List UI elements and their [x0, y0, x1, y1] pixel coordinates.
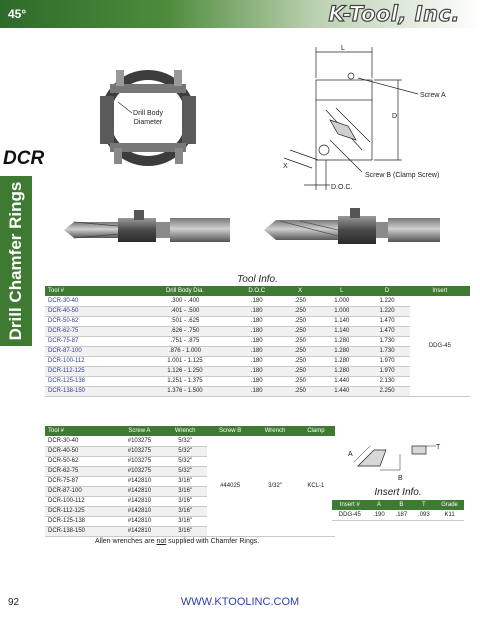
- tool-info-cell: 1.220: [364, 306, 409, 316]
- insert-table-cell: .187: [390, 510, 413, 520]
- tool-info-cell: 1.280: [319, 336, 364, 346]
- screw-table-cell: #142810: [115, 476, 163, 486]
- tool-info-cell: 1.470: [364, 316, 409, 326]
- tool-info-row: [45, 316, 470, 326]
- tool-info-row: [45, 306, 470, 316]
- insert-table-cell: .093: [413, 510, 436, 520]
- insert-table-cell: DDG-45: [332, 510, 368, 520]
- tool-info-cell: 1.470: [364, 326, 409, 336]
- tool-number: DCR-62-75: [45, 326, 138, 336]
- tool-info-cell: .250: [281, 296, 319, 306]
- insert-a-label: A: [348, 451, 353, 458]
- tool-info-header: Drill Body Dia.: [138, 286, 233, 296]
- tool-info-cell: .751 - .875: [138, 336, 233, 346]
- insert-info-table: [332, 500, 464, 521]
- product-code: DCR: [3, 148, 45, 169]
- tool-number: DCR-87-100: [45, 486, 115, 496]
- screw-table-cell: #103275: [115, 446, 163, 456]
- tool-info-cell: 1.251 - 1.375: [138, 376, 233, 386]
- tool-number: DCR-100-112: [45, 496, 115, 506]
- angle-label: 45°: [8, 7, 27, 21]
- screw-table-cell: #142810: [115, 496, 163, 506]
- insert-t-label: T: [436, 444, 441, 451]
- insert-b-label: B: [398, 475, 403, 482]
- tool-info-cell: 1.280: [319, 356, 364, 366]
- tool-info-cell: 1.376 - 1.500: [138, 386, 233, 396]
- screw-table-cell: #142810: [115, 506, 163, 516]
- tool-info-header: L: [319, 286, 364, 296]
- website-link[interactable]: WWW.KTOOLINC.COM: [180, 596, 300, 608]
- tool-number: DCR-100-112: [45, 356, 138, 366]
- tool-info-row: [45, 356, 470, 366]
- insert-diagram: [340, 432, 460, 486]
- tool-info-cell: 1.001 - 1.125: [138, 356, 233, 366]
- tool-info-cell: .300 - .400: [138, 296, 233, 306]
- tool-info-cell: .250: [281, 316, 319, 326]
- drill-body-label-line1: Drill Body: [133, 110, 163, 117]
- tool-number: DCR-40-50: [45, 446, 115, 456]
- tool-info-cell: 1.000: [319, 296, 364, 306]
- tool-info-row: [45, 336, 470, 346]
- tool-info-cell: .250: [281, 306, 319, 316]
- insert-cell: DDG-45: [410, 296, 470, 396]
- screw-merged-screw-b: #44025: [207, 436, 253, 536]
- screw-table-row: [45, 436, 335, 446]
- insert-info-title: Insert Info.: [374, 487, 422, 498]
- screw-table-header: Clamp: [297, 426, 335, 436]
- screw-table-header: Tool #: [45, 426, 115, 436]
- tool-info-cell: .180: [232, 296, 281, 306]
- tool-number: DCR-125-138: [45, 516, 115, 526]
- tool-info-cell: 1.280: [319, 366, 364, 376]
- tool-number: DCR-112-125: [45, 506, 115, 516]
- tool-info-cell: .180: [232, 326, 281, 336]
- insert-table-header: A: [368, 500, 391, 510]
- tool-info-row: [45, 296, 470, 306]
- tool-number: DCR-75-87: [45, 476, 115, 486]
- insert-table-header: Grade: [435, 500, 464, 510]
- tool-info-cell: .250: [281, 326, 319, 336]
- tool-info-cell: .501 - .625: [138, 316, 233, 326]
- tool-info-cell: 1.220: [364, 296, 409, 306]
- tool-number: DCR-87-100: [45, 346, 138, 356]
- tool-info-cell: .250: [281, 386, 319, 396]
- insert-table-header: B: [390, 500, 413, 510]
- screw-a-label: Screw A: [420, 92, 446, 99]
- screw-table-header: Screw A: [115, 426, 163, 436]
- dim-l-label: L: [341, 45, 345, 52]
- tool-info-cell: 1.730: [364, 346, 409, 356]
- drill-left-image: [64, 210, 230, 242]
- tool-info-header: X: [281, 286, 319, 296]
- dim-d-label: D: [392, 113, 398, 120]
- product-drawings: [0, 0, 480, 280]
- tool-info-header: D.O.C: [232, 286, 281, 296]
- drill-right-image: [264, 208, 440, 244]
- wrench-note: Allen wrenches are not supplied with Chamfer Rings.: [95, 538, 260, 545]
- tool-info-cell: 1.000: [319, 306, 364, 316]
- tool-info-cell: .180: [232, 386, 281, 396]
- tool-info-cell: .180: [232, 356, 281, 366]
- screw-table-cell: 5/32": [163, 466, 206, 476]
- tool-info-table: [45, 286, 470, 397]
- sidebar-title: Drill Chamfer Rings: [6, 181, 25, 341]
- screw-table-cell: 3/16": [163, 506, 206, 516]
- brand-logo: K-Tool, Inc.: [328, 2, 460, 26]
- screw-merged-wrench-b: 3/32": [253, 436, 296, 536]
- dim-doc-label: D.O.C.: [331, 184, 353, 191]
- screw-table-cell: 5/32": [163, 446, 206, 456]
- dim-x-label: X: [283, 163, 288, 170]
- screw-table-cell: #142810: [115, 526, 163, 536]
- tool-info-cell: .250: [281, 366, 319, 376]
- tool-number: DCR-138-150: [45, 386, 138, 396]
- screw-b-label: Screw B (Clamp Screw): [365, 172, 440, 179]
- tool-info-cell: 1.970: [364, 356, 409, 366]
- tool-info-cell: 2.130: [364, 376, 409, 386]
- tool-info-row: [45, 366, 470, 376]
- tool-info-cell: .180: [232, 336, 281, 346]
- screw-table-cell: 3/16": [163, 496, 206, 506]
- insert-table-header: Insert #: [332, 500, 368, 510]
- tool-info-cell: .250: [281, 336, 319, 346]
- dimension-schematic: [284, 47, 418, 190]
- tool-info-cell: 1.970: [364, 366, 409, 376]
- tool-info-cell: 1.280: [319, 346, 364, 356]
- tool-number: DCR-30-40: [45, 436, 115, 446]
- page-number: 92: [8, 597, 20, 608]
- drill-body-label-line2: Diameter: [133, 119, 163, 126]
- tool-number: DCR-138-150: [45, 526, 115, 536]
- screw-table-cell: #103275: [115, 466, 163, 476]
- tool-info-cell: .180: [232, 346, 281, 356]
- tool-info-row: [45, 386, 470, 396]
- tool-info-cell: .876 - 1.000: [138, 346, 233, 356]
- screw-table-cell: #142810: [115, 486, 163, 496]
- tool-info-cell: .250: [281, 346, 319, 356]
- tool-info-cell: 2.250: [364, 386, 409, 396]
- screw-table-cell: 3/16": [163, 486, 206, 496]
- tool-info-cell: .401 - .500: [138, 306, 233, 316]
- tool-number: DCR-40-50: [45, 306, 138, 316]
- tool-number: DCR-125-138: [45, 376, 138, 386]
- screw-table-cell: #142810: [115, 516, 163, 526]
- tool-info-title: Tool Info.: [237, 274, 278, 285]
- tool-info-cell: .626 - .750: [138, 326, 233, 336]
- screw-table-cell: 3/16": [163, 476, 206, 486]
- tool-info-row: [45, 376, 470, 386]
- tool-info-row: [45, 326, 470, 336]
- insert-table-cell: .190: [368, 510, 391, 520]
- tool-number: DCR-50-62: [45, 316, 138, 326]
- tool-info-cell: 1.730: [364, 336, 409, 346]
- insert-table-header: T: [413, 500, 436, 510]
- screw-table-header: Screw B: [207, 426, 253, 436]
- tool-info-header: Tool #: [45, 286, 138, 296]
- note-emphasis: not: [156, 538, 167, 545]
- tool-info-cell: .180: [232, 306, 281, 316]
- screw-table-cell: 5/32": [163, 436, 206, 446]
- tool-info-cell: 1.126 - 1.250: [138, 366, 233, 376]
- screw-table-cell: 5/32": [163, 456, 206, 466]
- screw-wrench-table: [45, 426, 335, 537]
- tool-info-cell: 1.440: [319, 386, 364, 396]
- tool-number: DCR-112-125: [45, 366, 138, 376]
- screw-table-header: Wrench: [253, 426, 296, 436]
- tool-number: DCR-30-40: [45, 296, 138, 306]
- tool-info-header: D: [364, 286, 409, 296]
- screw-table-cell: 3/16": [163, 516, 206, 526]
- tool-info-cell: .180: [232, 316, 281, 326]
- screw-table-cell: #103275: [115, 456, 163, 466]
- tool-info-cell: .180: [232, 366, 281, 376]
- screw-table-cell: 3/16": [163, 526, 206, 536]
- tool-number: DCR-75-87: [45, 336, 138, 346]
- tool-info-cell: 1.140: [319, 316, 364, 326]
- tool-info-cell: .250: [281, 376, 319, 386]
- tool-info-header: Insert: [410, 286, 470, 296]
- tool-number: DCR-62-75: [45, 466, 115, 476]
- screw-table-header: Wrench: [163, 426, 206, 436]
- screw-table-cell: #103275: [115, 436, 163, 446]
- tool-info-cell: 1.140: [319, 326, 364, 336]
- screw-merged-clamp: KCL-1: [297, 436, 335, 536]
- tool-info-cell: .180: [232, 376, 281, 386]
- chamfer-ring-image: [100, 70, 196, 166]
- tool-info-cell: 1.440: [319, 376, 364, 386]
- tool-info-row: [45, 346, 470, 356]
- tool-number: DCR-50-62: [45, 456, 115, 466]
- tool-info-cell: .250: [281, 356, 319, 366]
- insert-table-cell: K11: [435, 510, 464, 520]
